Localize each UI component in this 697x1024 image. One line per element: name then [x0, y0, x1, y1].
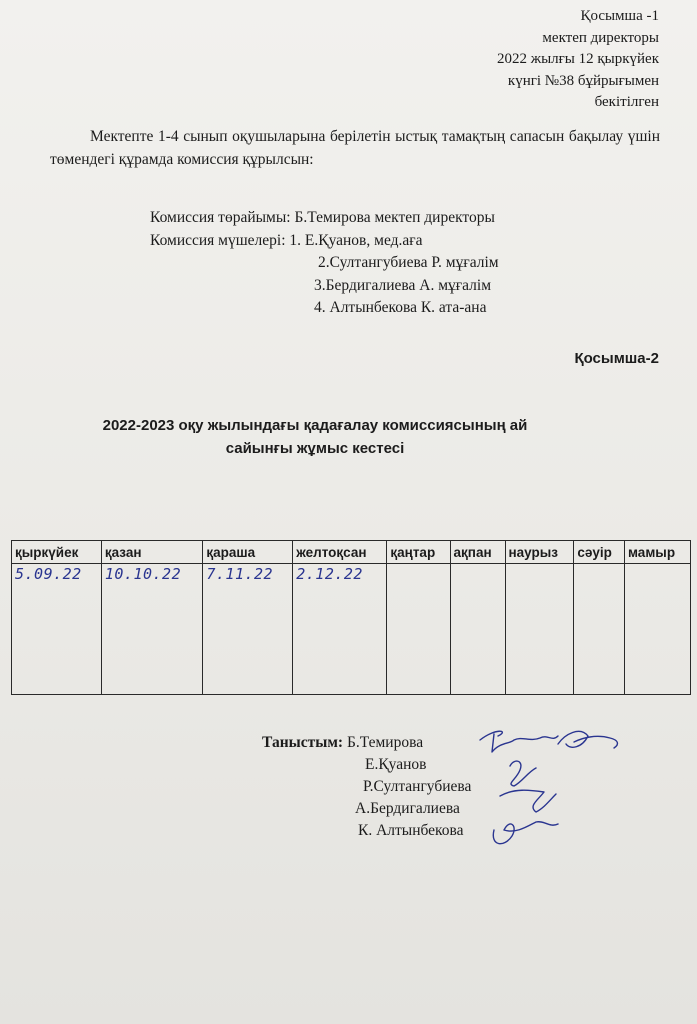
date-cell	[505, 564, 574, 695]
commission-member: Комиссия мүшелері: 1. Е.Қуанов, мед.аға	[150, 231, 423, 249]
schedule-title-line: сайынғы жұмыс кестесі	[225, 440, 405, 457]
intro-paragraph: Мектепте 1-4 сынып оқушыларына берілетін ыстық тамақтың сапасын бақылау үшін төмендегі құрамда комиссия құрылсын:	[50, 128, 660, 168]
acknowledgement-block	[262, 732, 471, 842]
handwritten-date: 5.09.22	[15, 565, 82, 583]
ack-label: Таныстым:	[262, 734, 344, 751]
month-header: желтоқсан	[293, 541, 387, 564]
ack-name: К. Алтынбекова	[358, 822, 464, 839]
ack-name: Б.Темирова	[346, 734, 424, 751]
commission-member: 3.Бердигалиева А. мұғалім	[314, 276, 492, 294]
handwritten-date: 10.10.22	[104, 565, 182, 583]
commission-member: 4. Алтынбекова К. ата-ана	[314, 299, 487, 316]
date-cell	[574, 564, 625, 695]
annex-1-title: Қосымша -1	[580, 8, 659, 24]
commission-member: 2.Султангубиева Р. мұғалім	[318, 254, 499, 271]
month-header: наурыз	[505, 541, 574, 564]
month-header: қараша	[203, 541, 293, 564]
month-header: сәуір	[574, 541, 625, 564]
date-cell	[293, 564, 387, 695]
handwritten-date: 7.11.22	[206, 565, 274, 583]
handwritten-signatures	[470, 722, 630, 872]
commission-chair: Комиссия төрайымы: Б.Темирова мектеп директоры	[150, 209, 495, 226]
commission-list	[150, 207, 499, 320]
ack-line	[262, 732, 471, 754]
date-cell	[12, 564, 102, 695]
month-header: мамыр	[625, 541, 691, 564]
annex-2-title: Қосымша-2	[574, 350, 659, 367]
schedule-date-row	[12, 564, 691, 695]
schedule-header-row	[12, 541, 691, 564]
annex-1-line: мектеп директоры	[542, 29, 659, 46]
ack-name: А.Бердигалиева	[355, 800, 460, 817]
date-cell	[450, 564, 505, 695]
date-cell	[387, 564, 450, 695]
schedule-title-line: 2022-2023 оқу жылындағы қадағалау комиссиясының ай	[102, 417, 528, 434]
ack-name: Е.Қуанов	[365, 756, 427, 773]
schedule-table	[11, 540, 691, 695]
month-header: қыркүйек	[12, 541, 102, 564]
annex-1-header	[497, 6, 659, 114]
date-cell	[203, 564, 293, 695]
handwritten-date: 2.12.22	[296, 565, 363, 583]
month-header: қаңтар	[387, 541, 450, 564]
annex-1-line: бекітілген	[594, 94, 659, 110]
schedule-title	[90, 414, 540, 460]
date-cell	[101, 564, 202, 695]
month-header: қазан	[101, 541, 202, 564]
annex-1-line: күнгі №38 бұйрығымен	[507, 72, 659, 89]
date-cell	[625, 564, 691, 695]
annex-1-line: 2022 жылғы 12 қыркүйек	[496, 51, 659, 67]
ack-name: Р.Султангубиева	[363, 778, 472, 795]
month-header: ақпан	[450, 541, 505, 564]
signature-strokes-icon	[470, 722, 630, 872]
